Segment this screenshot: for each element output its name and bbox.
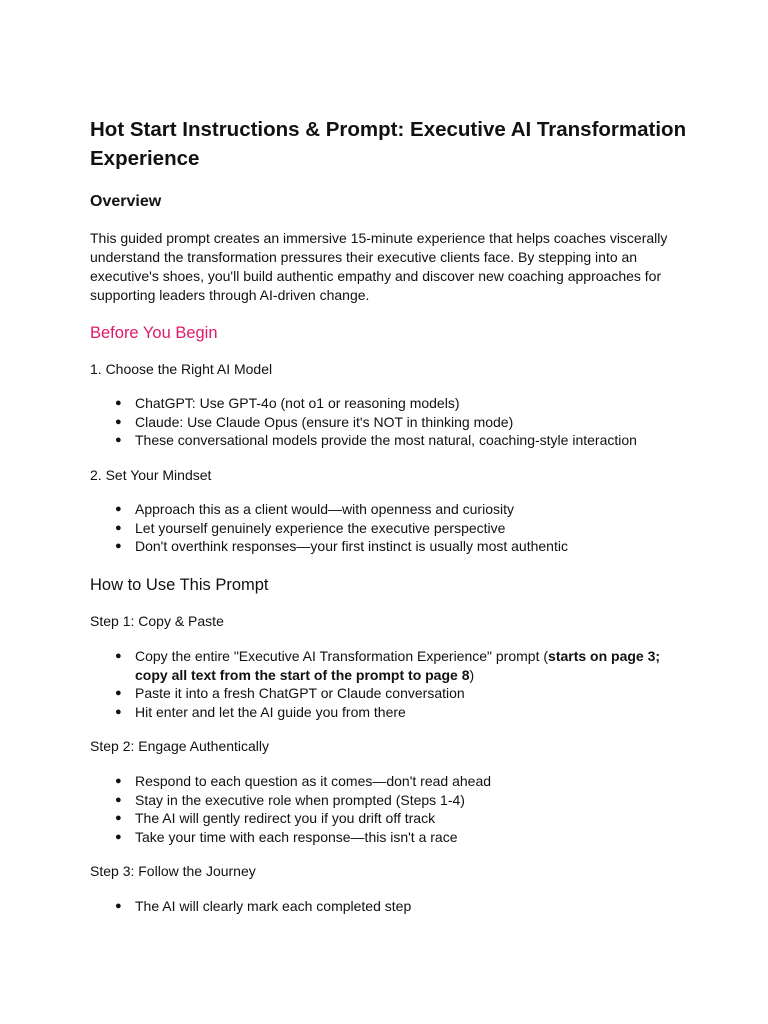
bullet-icon: ● bbox=[115, 434, 122, 447]
mindset-label: 2. Set Your Mindset bbox=[90, 467, 212, 483]
how-to-use-heading: How to Use This Prompt bbox=[90, 576, 269, 594]
bullet-icon: ● bbox=[115, 650, 122, 662]
list-item: ● Copy the entire "Executive AI Transformation Experience" prompt (starts on page 3; copy all text from the start of the prompt to page 8) bbox=[115, 648, 661, 683]
bullet-icon: ● bbox=[115, 503, 122, 515]
bullet-icon: ● bbox=[115, 521, 122, 534]
step1-label: Step 1: Copy & Paste bbox=[90, 613, 224, 629]
page-range-note: starts on page 3; copy all text from the start of the prompt to page 8 bbox=[135, 648, 661, 683]
list-item: ● Paste it into a fresh ChatGPT or Claude conversation bbox=[115, 685, 465, 702]
bullet-icon: ● bbox=[115, 831, 122, 844]
mindset-list bbox=[90, 500, 690, 556]
bullet-icon: ● bbox=[115, 415, 122, 428]
step2-label: Step 2: Engage Authentically bbox=[90, 738, 270, 754]
step1-list bbox=[90, 647, 690, 722]
list-item: ● Let yourself genuinely experience the executive perspective bbox=[115, 519, 506, 536]
overview-heading: Overview bbox=[90, 193, 162, 210]
list-item: ● Respond to each question as it comes—don't read ahead bbox=[115, 773, 492, 789]
bullet-icon: ● bbox=[115, 900, 122, 912]
step2-list bbox=[90, 772, 690, 847]
bullet-icon: ● bbox=[115, 775, 122, 787]
bullet-icon: ● bbox=[115, 397, 122, 409]
bullet-icon: ● bbox=[115, 793, 122, 806]
overview-paragraph: This guided prompt creates an immersive 15-minute experience that helps coaches viscerally understand the transformation pressures their executive clients face. By stepping into an executive's shoes, you'll build authentic empathy and discover new coaching approaches for supporting leaders through AI-driven change. bbox=[90, 230, 668, 303]
list-item: ● The AI will clearly mark each completed step bbox=[115, 898, 412, 914]
bullet-icon: ● bbox=[115, 812, 122, 825]
list-item: ● Take your time with each response—this isn't a race bbox=[115, 829, 458, 846]
list-item: ● Claude: Use Claude Opus (ensure it's NOT in thinking mode) bbox=[115, 413, 514, 430]
step3-list bbox=[90, 897, 690, 916]
bullet-icon: ● bbox=[115, 687, 122, 700]
document-title: Hot Start Instructions & Prompt: Executive AI Transformation Experience bbox=[90, 118, 687, 170]
list-item: ● These conversational models provide the most natural, coaching-style interaction bbox=[115, 432, 637, 449]
bullet-icon: ● bbox=[115, 540, 122, 553]
before-you-begin-heading: Before You Begin bbox=[90, 324, 218, 342]
list-item: ● Approach this as a client would—with openness and curiosity bbox=[115, 501, 514, 517]
list-item: ● Stay in the executive role when prompted (Steps 1-4) bbox=[115, 791, 465, 808]
list-item: ● Don't overthink responses—your first instinct is usually most authentic bbox=[115, 538, 568, 555]
step3-label: Step 3: Follow the Journey bbox=[90, 863, 256, 879]
list-item: ● Hit enter and let the AI guide you from there bbox=[115, 704, 406, 721]
list-item: ● The AI will gently redirect you if you drift off track bbox=[115, 810, 436, 827]
bullet-icon: ● bbox=[115, 706, 122, 719]
choose-model-label: 1. Choose the Right AI Model bbox=[90, 361, 273, 377]
choose-model-list bbox=[90, 394, 690, 450]
list-item: ● ChatGPT: Use GPT-4o (not o1 or reasoning models) bbox=[115, 395, 460, 411]
